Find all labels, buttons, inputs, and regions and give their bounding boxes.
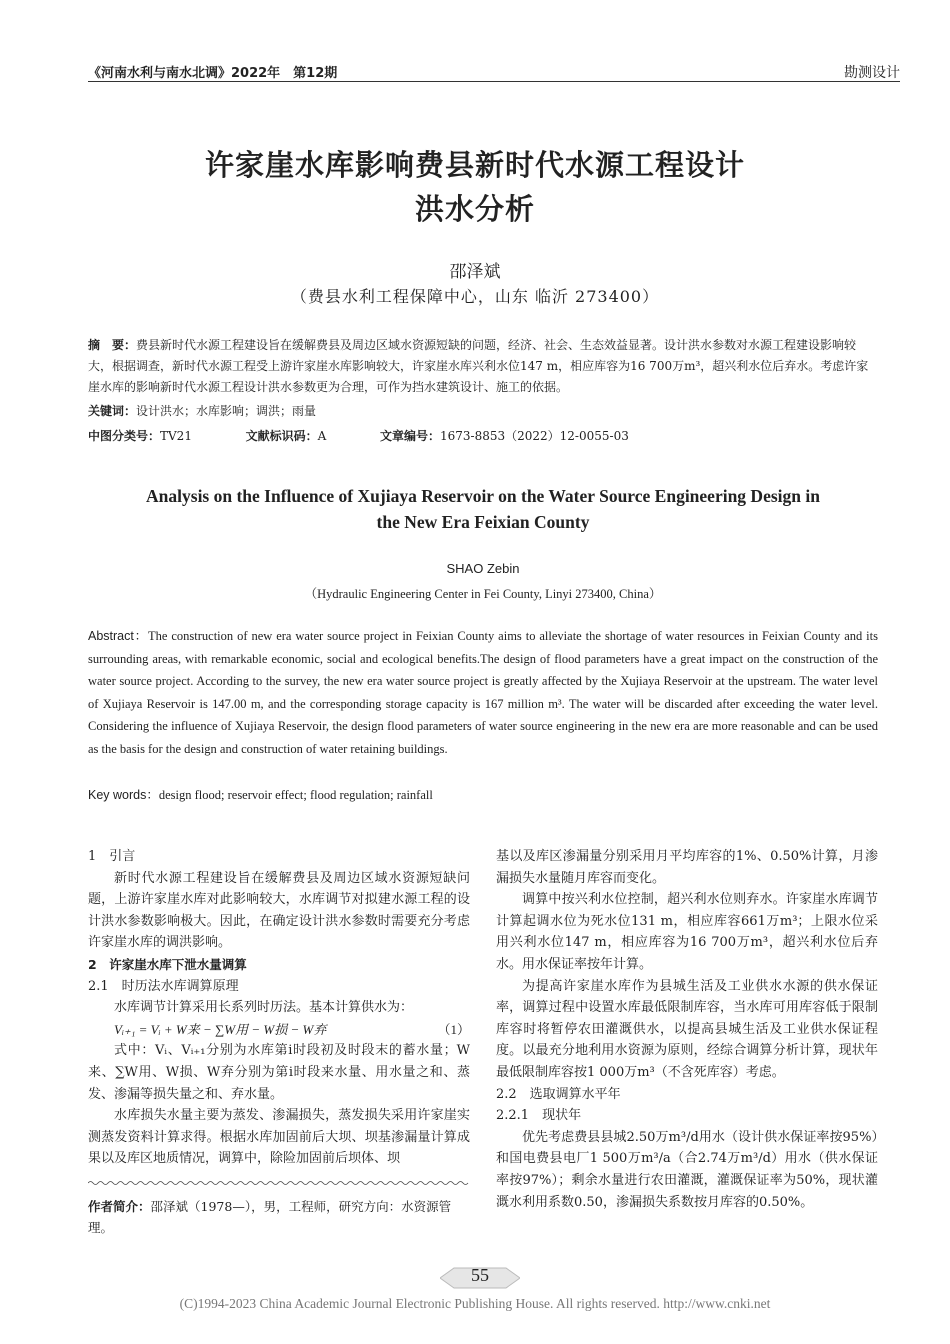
- paragraph: 水库损失水量主要为蒸发、渗漏损失，蒸发损失采用许家崖实测蒸发资料计算求得。根据水库加固前后大坝、坝基渗漏量计算成果以及库区地质情况，调算中，除险加固前后坝体、坝: [88, 1108, 470, 1167]
- doc-code-label: 文献标识码：: [245, 429, 318, 443]
- section-heading-1: 1 引言: [88, 849, 136, 864]
- clc-label: 中图分类号：: [88, 429, 161, 443]
- doc-code-value: A: [317, 429, 327, 443]
- author-affiliation: （费县水利工程保障中心，山东 临沂 273400）: [290, 287, 660, 306]
- paragraph: 调算中按兴利水位控制，超兴利水位则弃水。许家崖水库调节计算起调水位为死水位131 m，相应库容661万m³；上限水位采用兴利水位147 m，相应库容为16 700万m³，超兴利水位后弃水。用水保证率按年计算。: [496, 892, 878, 972]
- footnote-separator: [88, 1180, 470, 1186]
- section-name: 勘测设计: [844, 65, 900, 81]
- abstract-label: 摘 要：: [88, 338, 137, 352]
- paper-title-line1: 许家崖水库影响费县新时代水源工程设计: [204, 148, 745, 182]
- page-number: 55: [471, 1265, 489, 1285]
- bio-label: 作者简介：: [88, 1199, 151, 1214]
- english-abstract-label: Abstract：: [88, 629, 148, 643]
- paragraph: 优先考虑费县县城2.50万m³/d用水（设计供水保证率按95%）和国电费县电厂1 500万m³/a（合2.74万m³/d）用水（供水保证率按97%）；剩余水量进行农田灌溉，灌溉保证率为50%，现状灌溉水利用系数0.50，渗漏损失系数按月库容的0.50%。: [496, 1129, 878, 1210]
- bio-text: 邵泽斌（1978—），男，工程师，研究方向：水资源管理。: [88, 1199, 452, 1235]
- classification-meta: [88, 427, 878, 444]
- subsection-heading-2-2-1: 2.2.1 现状年: [496, 1108, 582, 1124]
- running-header: [88, 62, 900, 82]
- author-bio: [88, 1196, 470, 1238]
- subsection-heading-2-2: 2.2 选取调算水平年: [496, 1086, 621, 1102]
- english-keywords: [88, 784, 878, 807]
- paragraph: 为提高许家崖水库作为县城生活及工业供水水源的供水保证率，调算过程中设置水库最低限制库容，当水库可用库容低于限制库容时将暂停农田灌溉供水，以提高县城生活及工业供水保证程度。以最充分地利用水资源为原则，经综合调算分析计算，现状年最低限制库容按1 000万m³（不含死库容）考虑。: [496, 978, 878, 1080]
- subsection-heading-2-1: 2.1 时历法水库调算原理: [88, 978, 239, 994]
- clc-value: TV21: [160, 429, 192, 443]
- right-column: [496, 846, 878, 1213]
- abstract-text: 费县新时代水源工程建设旨在缓解费县及周边区域水资源短缺的问题，经济、社会、生态效益显著。设计洪水参数对水源工程建设影响较大，根据调查，新时代水源工程受上游许家崖水库影响较大，许家崖水库兴利水位147 m，相应库容为16 700万m³，超兴利水位后弃水。考虑许家崖水库的影响新时代水源工程设计洪水参数更为合理，可作为挡水建筑设计、施工的依据。: [88, 338, 869, 394]
- keywords-label: 关键词：: [88, 404, 137, 418]
- copyright-footer: (C)1994-2023 China Academic Journal Electronic Publishing House. All rights reserved. http://www.cnki.net: [179, 1296, 771, 1311]
- equation-body: Vᵢ₊₁ = Vᵢ + W来 − ∑W用 − W损 − W弃: [114, 1021, 327, 1037]
- english-keywords-label: Key words：: [88, 788, 159, 802]
- chinese-keywords: [88, 401, 878, 422]
- english-affiliation: （Hydraulic Engineering Center in Fei County, Linyi 273400, China）: [304, 587, 662, 601]
- english-keywords-text: design flood; reservoir effect; flood regulation; rainfall: [158, 788, 433, 802]
- paragraph: 水库调节计算采用长系列时历法。基本计算供水为：: [114, 1000, 414, 1016]
- english-abstract-text: The construction of new era water source project in Feixian County aims to alleviate the shortage of water resources in Feixian County and its surrounding areas, with remarkable economic, social and ecological benefits.The design of flood parameters have a great impact on the construction of the water source project. According to the survey, the new era water source project is greatly affected by the Xujiaya Reservoir at the upstream. The water level of Xujiaya Reservoir is 147.00 m, and the corresponding storage capacity is 167 million m³. The water will be discarded after exceeding the water level. Considering the influence of Xujiaya Reservoir, the design flood parameters of water source engineering in the new era are more reasonable and can be used as the basis for the design and construction of water retaining buildings.: [88, 629, 878, 756]
- chinese-abstract: [88, 335, 878, 398]
- english-title-line2: the New Era Feixian County: [376, 512, 590, 532]
- equation-number: （1）: [437, 1021, 470, 1037]
- article-no-value: 1673-8853（2022）12-0055-03: [439, 429, 629, 443]
- paper-title-line2: 洪水分析: [414, 192, 535, 226]
- keywords-text: 设计洪水；水库影响；调洪；雨量: [136, 404, 317, 418]
- english-title-line1: Analysis on the Influence of Xujiaya Reservoir on the Water Source Engineering Design in: [146, 486, 820, 506]
- equation-1: [88, 1019, 470, 1041]
- left-column: [88, 846, 470, 1170]
- english-author: SHAO Zebin: [446, 561, 520, 576]
- section-heading-2: 2 许家崖水库下泄水量调算: [88, 956, 247, 972]
- header-rule: [88, 81, 900, 82]
- english-abstract: [88, 625, 878, 760]
- article-no-label: 文章编号：: [379, 429, 440, 443]
- paragraph: 基以及库区渗漏量分别采用月平均库容的1%、0.50%计算，月渗漏损失水量随月库容而变化。: [496, 849, 878, 886]
- paragraph: 式中：Vᵢ、Vᵢ₊₁分别为水库第i时段初及时段末的蓄水量；W来、∑W用、W损、W弃分别为第i时段来水量、用水量之和、蒸发、渗漏等损失量之和、弃水量。: [88, 1043, 470, 1102]
- journal-name: 《河南水利与南水北调》2022年 第12期: [88, 66, 338, 81]
- author-name: 邵泽斌: [449, 262, 501, 282]
- paragraph: 新时代水源工程建设旨在缓解费县及周边区域水资源短缺问题，上游许家崖水库对此影响较大，水库调节对拟建水源工程的设计洪水参数影响极大。因此，在确定设计洪水参数时需要充分考虑许家崖水库的调洪影响。: [88, 870, 470, 951]
